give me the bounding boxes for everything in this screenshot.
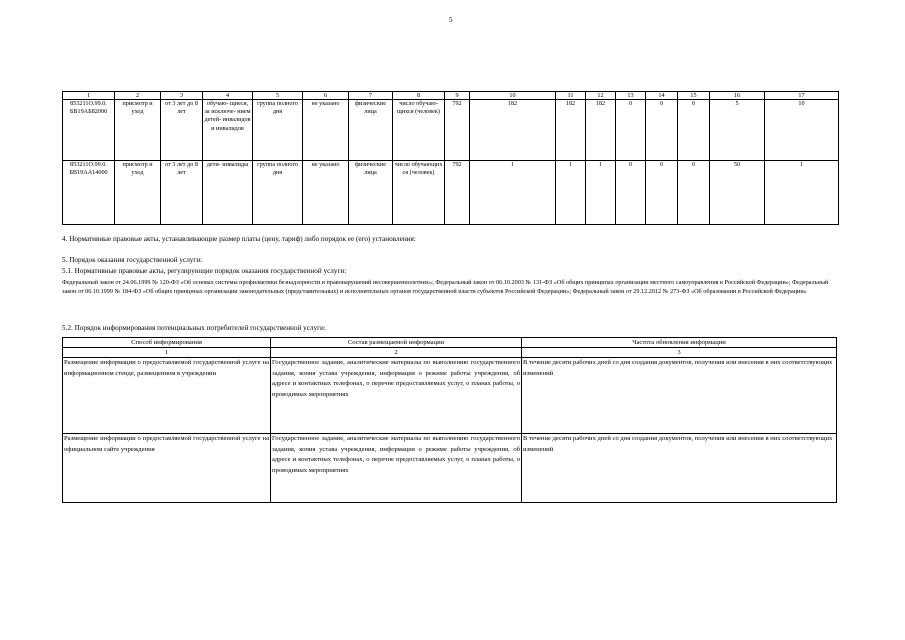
column-header: Способ информирования <box>63 338 271 348</box>
column-header: 16 <box>710 92 765 100</box>
column-header: Состав размещаемой информации <box>271 338 522 348</box>
table-cell: 853211О.99.0. БВ19АА14000 <box>63 161 115 225</box>
table-cell: присмотр и уход <box>115 161 161 225</box>
column-number: 2 <box>271 348 522 358</box>
table-cell: Размещение информации о предоставляемой государственной услуге на информационном стенде, размещенном в учреждении <box>63 358 271 434</box>
table-header-row <box>63 92 839 100</box>
table-row <box>63 434 837 503</box>
table-cell: Размещение информации о предоставляемой государственной услуге на официальном сайте учреждения <box>63 434 271 503</box>
table-cell: не указано <box>303 100 349 161</box>
table-cell: не указано <box>303 161 349 225</box>
table-cell: В течение десяти рабочих дней со дня создания документов, получения или внесения в них соответствующих изменений <box>522 358 837 434</box>
table-cell: В течение десяти рабочих дней со дня создания документов, получения или внесения в них соответствующих изменений <box>522 434 837 503</box>
column-header: Частота обновления информации <box>522 338 837 348</box>
table-cell: группа полного дня <box>253 161 303 225</box>
table-cell: обучаю- щиеся, за исключе- нием детей- инвалидов и инвалидов <box>203 100 253 161</box>
table-cell: дети- инвалиды <box>203 161 253 225</box>
column-number: 3 <box>522 348 837 358</box>
table-cell: 0 <box>678 100 710 161</box>
column-header: 6 <box>303 92 349 100</box>
column-header: 15 <box>678 92 710 100</box>
table-cell: 792 <box>445 161 470 225</box>
informing-table <box>62 337 837 503</box>
table-cell: 853211О.99.0. БВ19АБ82000 <box>63 100 115 161</box>
column-number: 1 <box>63 348 271 358</box>
table-cell: число обучающих ся (человек) <box>393 161 445 225</box>
page-number: 5 <box>449 16 453 24</box>
column-header: 4 <box>203 92 253 100</box>
legal-acts-paragraph: Федеральный закон от 24.06.1999 № 120-ФЗ «Об основах системы профилактики безнадзорности и правонарушений несовершеннолетних»; Федеральный закон от 06.10.2003 № 131-ФЗ «Об общих принципах организации местного самоуправления в Российской Федерации»; Федеральный закон от 06.10.1999 № 184-ФЗ «Об общих принципах организации законодательных (представительных) и исполнительных органов государственной власти субъектов Российской Федерации»; Федеральный закон от 29.12.2012 № 273-ФЗ «Об образовании в Российской Федерации» <box>62 279 829 295</box>
column-header: 3 <box>161 92 203 100</box>
table-cell: 1 <box>765 161 839 225</box>
table-row <box>63 358 837 434</box>
table-cell: физические лица <box>349 100 393 161</box>
table-cell: 1 <box>470 161 556 225</box>
column-header: 8 <box>393 92 445 100</box>
table-cell: 0 <box>678 161 710 225</box>
column-header: 2 <box>115 92 161 100</box>
column-number-row <box>63 348 837 358</box>
table-cell: 0 <box>646 161 678 225</box>
table-cell: от 3 лет до 8 лет <box>161 161 203 225</box>
column-header: 5 <box>253 92 303 100</box>
table-cell: Государственное задание, аналитические материалы по выполнению государственного задания, копия устава учреждения, информация о режиме работы учреждения, об адресе и контактных телефонах, о перечне предоставляемых услуг, о планах работы, о проводимых мероприятиях <box>271 434 522 503</box>
table-cell: 182 <box>556 100 586 161</box>
table-cell: Государственное задание, аналитические материалы по выполнению государственного задания, копия устава учреждения, информация о режиме работы учреждения, об адресе и контактных телефонах, о перечне предоставляемых услуг, о планах работы, о проводимых мероприятиях <box>271 358 522 434</box>
section-5-1-heading: 5.1. Нормативные правовые акты, регулирующие порядок оказания государственной услуги: <box>62 267 347 275</box>
service-volume-table <box>62 91 839 225</box>
section-4-heading: 4. Нормативные правовые акты, устанавливающие размер платы (цену, тариф) либо порядок ее (его) установления: <box>62 235 416 243</box>
column-header: 13 <box>616 92 646 100</box>
table-cell: 182 <box>586 100 616 161</box>
table-cell: 50 <box>710 161 765 225</box>
table-cell: 5 <box>710 100 765 161</box>
column-header: 1 <box>63 92 115 100</box>
table-cell: 0 <box>616 100 646 161</box>
column-header: 10 <box>470 92 556 100</box>
table-cell: 792 <box>445 100 470 161</box>
column-header: 12 <box>586 92 616 100</box>
column-header: 7 <box>349 92 393 100</box>
table-header-row <box>63 338 837 348</box>
table-cell: 182 <box>470 100 556 161</box>
table-cell: 10 <box>765 100 839 161</box>
table-cell: 1 <box>556 161 586 225</box>
table-cell: физические лица <box>349 161 393 225</box>
section-5-heading: 5. Порядок оказания государственной услуги: <box>62 256 203 264</box>
table-row <box>63 161 839 225</box>
table-cell: 1 <box>586 161 616 225</box>
section-5-2-heading: 5.2. Порядок информирования потенциальных потребителей государственной услуги: <box>62 324 326 332</box>
column-header: 14 <box>646 92 678 100</box>
table-cell: присмотр и уход <box>115 100 161 161</box>
column-header: 17 <box>765 92 839 100</box>
table-row <box>63 100 839 161</box>
column-header: 9 <box>445 92 470 100</box>
table-cell: от 3 лет до 8 лет <box>161 100 203 161</box>
column-header: 11 <box>556 92 586 100</box>
table-cell: 0 <box>646 100 678 161</box>
table-cell: число обучаю- щихся (человек) <box>393 100 445 161</box>
table-cell: 0 <box>616 161 646 225</box>
table-cell: группа полного дня <box>253 100 303 161</box>
